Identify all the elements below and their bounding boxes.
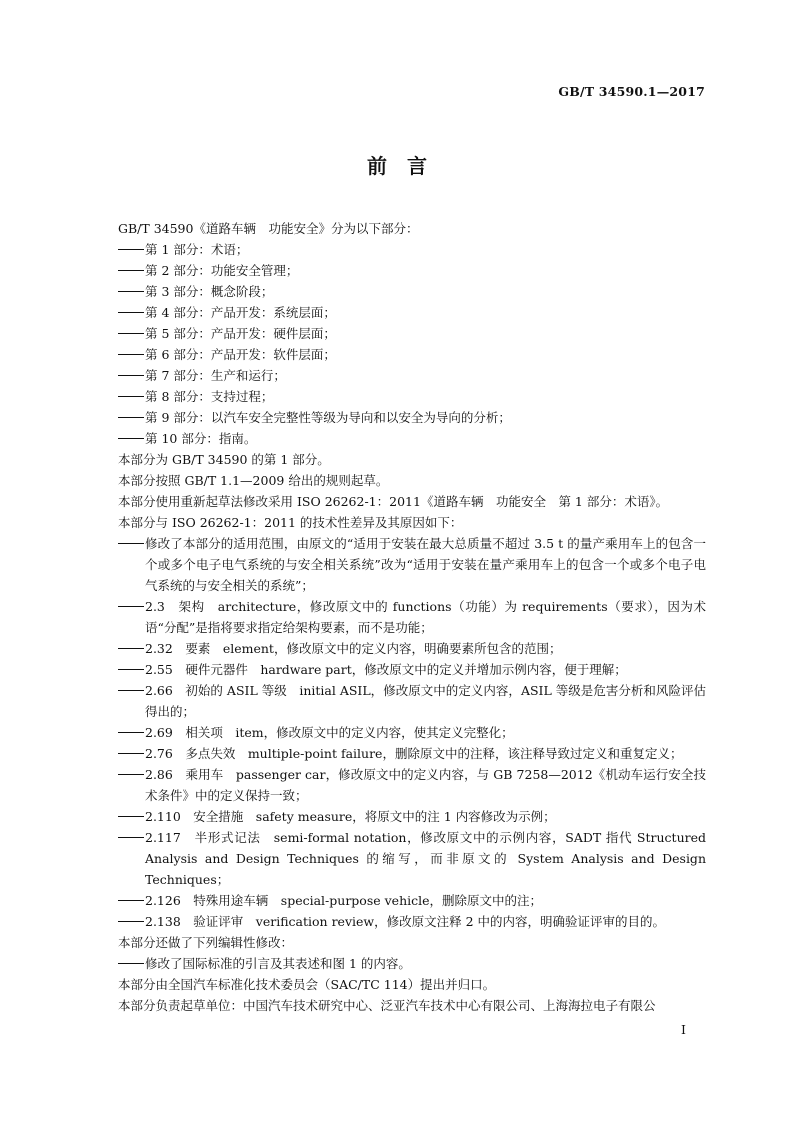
- em-dash-marker: [118, 407, 145, 428]
- list-item-text: 2.3 架构 architecture，修改原文中的 functions（功能）为 requirements（要求），因为术语“分配”是指将要求指定给架构要素，而不是功能；: [145, 599, 706, 635]
- list-item-text: 第 4 部分：产品开发：系统层面；: [145, 305, 336, 320]
- em-dash-marker: [118, 344, 145, 365]
- list-item: [118, 638, 706, 659]
- list-item: [118, 680, 706, 722]
- list-item: [118, 281, 706, 302]
- list-item-text: 第 7 部分：生产和运行；: [145, 368, 286, 383]
- paragraph: 本部分负责起草单位：中国汽车技术研究中心、泛亚汽车技术中心有限公司、上海海拉电子有限公: [118, 998, 656, 1013]
- paragraph: 本部分为 GB/T 34590 的第 1 部分。: [118, 452, 330, 467]
- list-item: [118, 386, 706, 407]
- list-item-text: 2.126 特殊用途车辆 special-purpose vehicle，删除原文中的注；: [145, 893, 543, 908]
- list-item-text: 第 3 部分：概念阶段；: [145, 284, 274, 299]
- em-dash-marker: [118, 722, 145, 743]
- list-item: [118, 764, 706, 806]
- list-item: [118, 722, 706, 743]
- list-item: [118, 911, 706, 932]
- list-item-text: 2.138 验证评审 verification review，修改原文注释 2 中的内容，明确验证评审的目的。: [145, 914, 666, 929]
- list-item-text: 2.69 相关项 item，修改原文中的定义内容，使其定义完整化；: [145, 725, 514, 740]
- paragraph: 本部分使用重新起草法修改采用 ISO 26262-1：2011《道路车辆 功能安全 第 1 部分：术语》。: [118, 494, 669, 509]
- list-item-text: 修改了国际标准的引言及其表述和图 1 的内容。: [145, 956, 411, 971]
- em-dash-marker: [118, 302, 145, 323]
- list-item: [118, 428, 706, 449]
- list-item: [118, 953, 706, 974]
- list-item: [118, 596, 706, 638]
- list-item-text: 第 2 部分：功能安全管理；: [145, 263, 299, 278]
- em-dash-marker: [118, 659, 145, 680]
- list-item: [118, 407, 706, 428]
- list-item-text: 修改了本部分的适用范围，由原文的“适用于安装在最大总质量不超过 3.5 t 的量产乘用车上的包含一个或多个电子电气系统的与安全相关系统”改为“适用于安装在量产乘用车上的包含一个或多个电子电气系统的与安全相关的系统”；: [145, 536, 706, 593]
- list-item: [118, 344, 706, 365]
- list-item: [118, 743, 706, 764]
- list-item-text: 2.32 要素 element，修改原文中的定义内容，明确要素所包含的范围；: [145, 641, 562, 656]
- list-item-text: 2.66 初始的 ASIL 等级 initial ASIL，修改原文中的定义内容，ASIL 等级是危害分析和风险评估得出的；: [145, 683, 706, 719]
- page-number: I: [681, 1022, 686, 1037]
- em-dash-marker: [118, 827, 145, 848]
- em-dash-marker: [118, 260, 145, 281]
- list-item: [118, 533, 706, 596]
- em-dash-marker: [118, 281, 145, 302]
- list-item-text: 第 1 部分：术语；: [145, 242, 249, 257]
- list-item-text: 第 6 部分：产品开发：软件层面；: [145, 347, 336, 362]
- standard-code: GB/T 34590.1—2017: [558, 84, 705, 99]
- em-dash-marker: [118, 911, 145, 932]
- list-item-text: 2.86 乘用车 passenger car，修改原文中的定义内容，与 GB 7258—2012《机动车运行安全技术条件》中的定义保持一致；: [145, 767, 706, 803]
- list-item-text: 2.110 安全措施 safety measure，将原文中的注 1 内容修改为示例；: [145, 809, 556, 824]
- paragraph: 本部分还做了下列编辑性修改：: [118, 935, 294, 950]
- list-item: [118, 365, 706, 386]
- list-item-text: 2.55 硬件元器件 hardware part，修改原文中的定义并增加示例内容，便于理解；: [145, 662, 627, 677]
- list-item: [118, 302, 706, 323]
- em-dash-marker: [118, 365, 145, 386]
- em-dash-marker: [118, 764, 145, 785]
- list-item: [118, 890, 706, 911]
- paragraph: 本部分由全国汽车标准化技术委员会（SAC/TC 114）提出并归口。: [118, 977, 496, 992]
- em-dash-marker: [118, 428, 145, 449]
- paragraph: 本部分按照 GB/T 1.1—2009 给出的规则起草。: [118, 473, 389, 488]
- list-item: [118, 323, 706, 344]
- em-dash-marker: [118, 596, 145, 617]
- list-item-text: 2.76 多点失效 multiple-point failure，删除原文中的注释，该注释导致过定义和重复定义；: [145, 746, 683, 761]
- page-title: 前 言: [367, 154, 427, 178]
- em-dash-marker: [118, 953, 145, 974]
- em-dash-marker: [118, 386, 145, 407]
- em-dash-marker: [118, 680, 145, 701]
- list-item-text: 2.117 半形式记法 semi-formal notation，修改原文中的示例内容，SADT 指代 Structured Analysis and Design Techniques 的缩写，而非原文的 System Analysis and Design Techniques；: [145, 830, 706, 887]
- em-dash-marker: [118, 533, 145, 554]
- em-dash-marker: [118, 239, 145, 260]
- list-item: [118, 239, 706, 260]
- list-item: [118, 827, 706, 890]
- em-dash-marker: [118, 806, 145, 827]
- em-dash-marker: [118, 323, 145, 344]
- list-item-text: 第 8 部分：支持过程；: [145, 389, 274, 404]
- list-item: [118, 260, 706, 281]
- list-item-text: 第 10 部分：指南。: [145, 431, 257, 446]
- em-dash-marker: [118, 743, 145, 764]
- paragraph: GB/T 34590《道路车辆 功能安全》分为以下部分：: [118, 221, 419, 236]
- body-text: [118, 218, 706, 1016]
- list-item-text: 第 9 部分：以汽车安全完整性等级为导向和以安全为导向的分析；: [145, 410, 511, 425]
- list-item-text: 第 5 部分：产品开发：硬件层面；: [145, 326, 336, 341]
- list-item: [118, 659, 706, 680]
- em-dash-marker: [118, 890, 145, 911]
- paragraph: 本部分与 ISO 26262-1：2011 的技术性差异及其原因如下：: [118, 515, 463, 530]
- em-dash-marker: [118, 638, 145, 659]
- list-item: [118, 806, 706, 827]
